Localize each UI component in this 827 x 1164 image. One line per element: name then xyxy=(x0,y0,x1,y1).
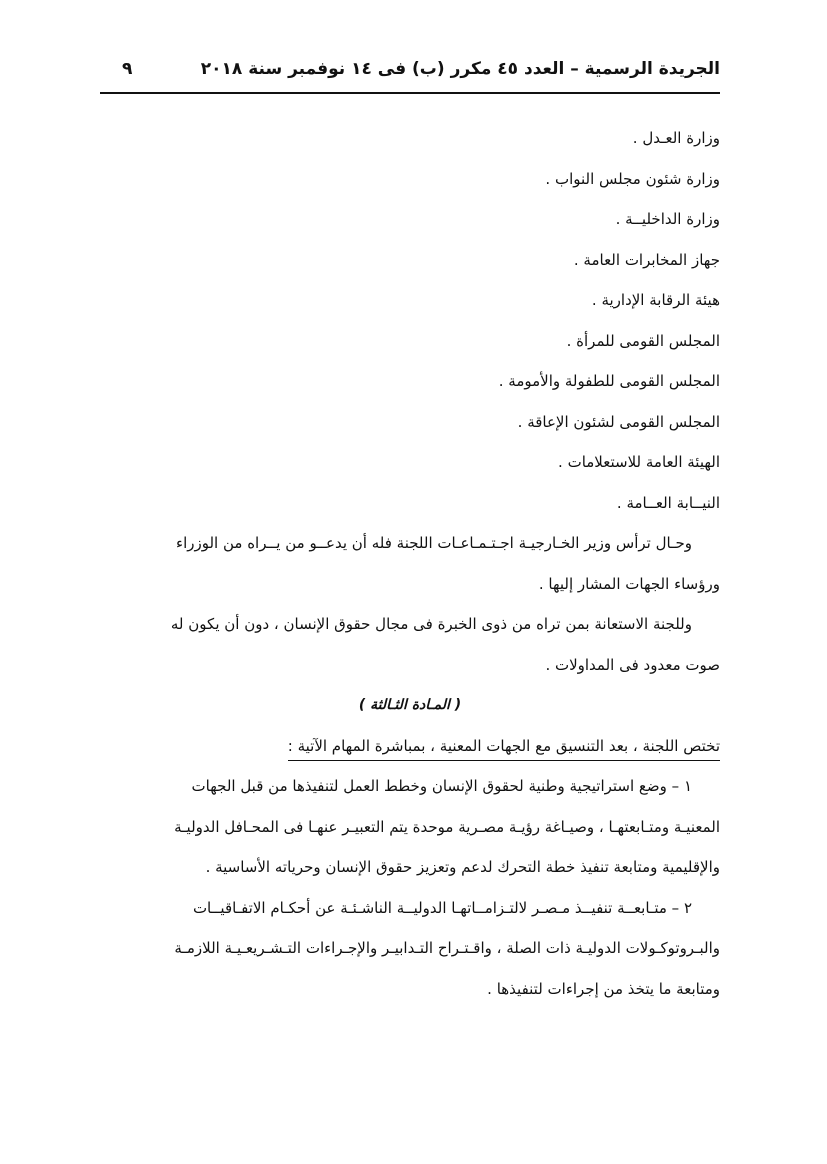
gazette-header-title: الجريدة الرسمية – العدد ٤٥ مكرر (ب) فى ١٤ نوفمبر سنة ٢٠١٨ xyxy=(200,59,720,79)
article-item-line: والإقليمية ومتابعة تنفيذ خطة التحرك لدعم وتعزيز حقوق الإنسان وحرياته الأساسية . xyxy=(205,858,720,876)
article-item-1 xyxy=(100,766,720,888)
document-body xyxy=(100,118,720,1009)
member-item: جهاز المخابرات العامة . xyxy=(573,250,720,269)
experts-paragraph-line: صوت معدود فى المداولات . xyxy=(545,655,720,674)
article-item-line: المعنيـة ومتـابعتهـا ، وصيـاغة رؤيـة مصـرية موحدة يتم التعبيـر عنهـا فى المحـافل الدوليـة xyxy=(174,817,720,836)
experts-paragraph-line: وللجنة الاستعانة بمن تراه من ذوى الخبرة فى مجال حقوق الإنسان ، دون أن يكون له xyxy=(170,615,692,633)
member-item: وزارة العـدل . xyxy=(632,129,720,147)
chair-paragraph-line: وحـال ترأس وزير الخـارجيـة اجـتـمـاعـات اللجنة فله أن يدعــو من يــراه من الوزراء xyxy=(176,534,692,552)
member-item: وزارة الداخليــة . xyxy=(615,210,720,228)
article-item-line: ٢ – متـابعــة تنفيــذ مـصـر لالتـزامــاتهـا الدوليــة الناشـئـة عن أحكـام الاتفـاقيــات xyxy=(192,898,692,917)
member-item: وزارة شئون مجلس النواب . xyxy=(545,169,720,188)
member-list xyxy=(100,118,720,523)
page-header xyxy=(100,52,720,94)
article-heading: ( المـادة الثـالثة ) xyxy=(358,697,462,713)
article-item-line: ومتابعة ما يتخذ من إجراءات لتنفيذها . xyxy=(487,979,720,998)
chair-paragraph xyxy=(100,523,720,604)
member-item: المجلس القومى لشئون الإعاقة . xyxy=(517,412,720,431)
article-intro xyxy=(100,726,720,767)
experts-paragraph xyxy=(100,604,720,685)
article-item-2 xyxy=(100,888,720,1010)
member-item: هيئة الرقابة الإدارية . xyxy=(591,291,720,309)
member-item: المجلس القومى للطفولة والأمومة . xyxy=(498,372,720,390)
member-item: الهيئة العامة للاستعلامات . xyxy=(558,453,720,471)
chair-paragraph-line: ورؤساء الجهات المشار إليها . xyxy=(538,574,720,593)
article-intro-text: تختص اللجنة ، بعد التنسيق مع الجهات المعنية ، بمباشرة المهام الآتية : xyxy=(288,732,720,761)
member-item: المجلس القومى للمرأة . xyxy=(566,331,720,350)
member-item: النيــابة العــامة . xyxy=(616,493,720,512)
page-number: ٩ xyxy=(122,59,133,79)
article-item-line: ١ – وضع استراتيجية وطنية لحقوق الإنسان وخطط العمل لتنفيذها من قبل الجهات xyxy=(191,777,692,795)
article-item-line: والبـروتوكـولات الدوليـة ذات الصلة ، واقـتـراح التـدابيـر والإجـراءات التـشـريعـيـة اللازمـة xyxy=(174,939,720,957)
